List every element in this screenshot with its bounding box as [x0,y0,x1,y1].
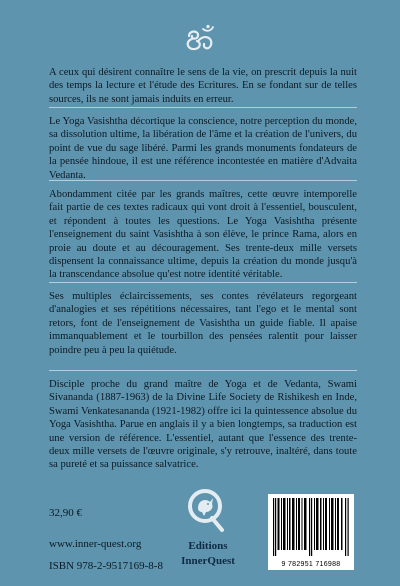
barcode-number: 9 782951 716988 [281,561,341,568]
innerquest-logo-icon [186,482,228,534]
teaching-paragraph: Abondamment citée par les grands maîtres, cette œuvre intemporelle fait partie de ces textes radicaux qui vont droit à l'essentiel, bousculent, et répondent à toutes les questions. Le Yoga Vasishtha présente l'enseignement du saint Vasishtha à son élève, le prince Rama, alors en proie au doute et au découragement. Ses trente-deux mille versets dispensent la connaissance ultime, depuis la création du monde jusqu'à la transcendance absolue qu'est notre identité véritable. [49,189,357,281]
om-symbol-icon [183,24,217,52]
website-url: www.inner-quest.org [49,538,142,550]
intro-paragraph: A ceux qui désirent connaître le sens de la vie, on prescrit depuis la nuit des temps la lecture et l'étude des Ecritures. En se fondant sur de telles sources, ils ne sont jamais induits en erreur. [49,67,357,105]
divider [49,180,357,181]
translator-paragraph: Disciple proche du grand maître de Yoga et de Vedanta, Swami Sivananda (1887-1963) de la Divine Life Society de Rishikesh en Inde, Swami Venkatesananda (1921-1982) offre ici la quintessence absolue du Yoga Vasishtha. Parue en anglais il y a bien longtemps, sa traduction est une version de référence. L'essentiel, autant que l'essence des trente-deux mille versets de l'œuvre originale, s'y retrouve, inaltéré, dans toute sa pureté et sa puissance salvatrice. [49,379,357,471]
price: 32,90 € [49,507,82,519]
divider [49,370,357,371]
divider [49,107,357,108]
barcode-bars [272,498,350,556]
barcode [268,494,354,570]
publisher-name-line1: Editions [188,540,228,552]
publisher-name-line2: InnerQuest [181,555,235,567]
divider [49,282,357,283]
guide-paragraph: Ses multiples éclaircissements, ses contes révélateurs regorgeant d'analogies et ses répétitions nécessaires, tant l'ego et le mental sont retors, font de l'enseignement de Vasishtha un guide fiable. Il apaise immanquablement et le tourbillon des pensées ralentit pour laisser poindre peu à peu la quiétude. [49,291,357,356]
isbn: ISBN 978-2-9517169-8-8 [49,560,163,572]
description-paragraph: Le Yoga Vasishtha décortique la conscience, notre perception du monde, sa dissolution ultime, la libération de l'âme et la création de l'univers, du point de vue du sage libéré. Parmi les grands monuments fondateurs de la pensée hindoue, il est une référence incontestée en matière d'Advaita Vedanta. [49,116,357,181]
